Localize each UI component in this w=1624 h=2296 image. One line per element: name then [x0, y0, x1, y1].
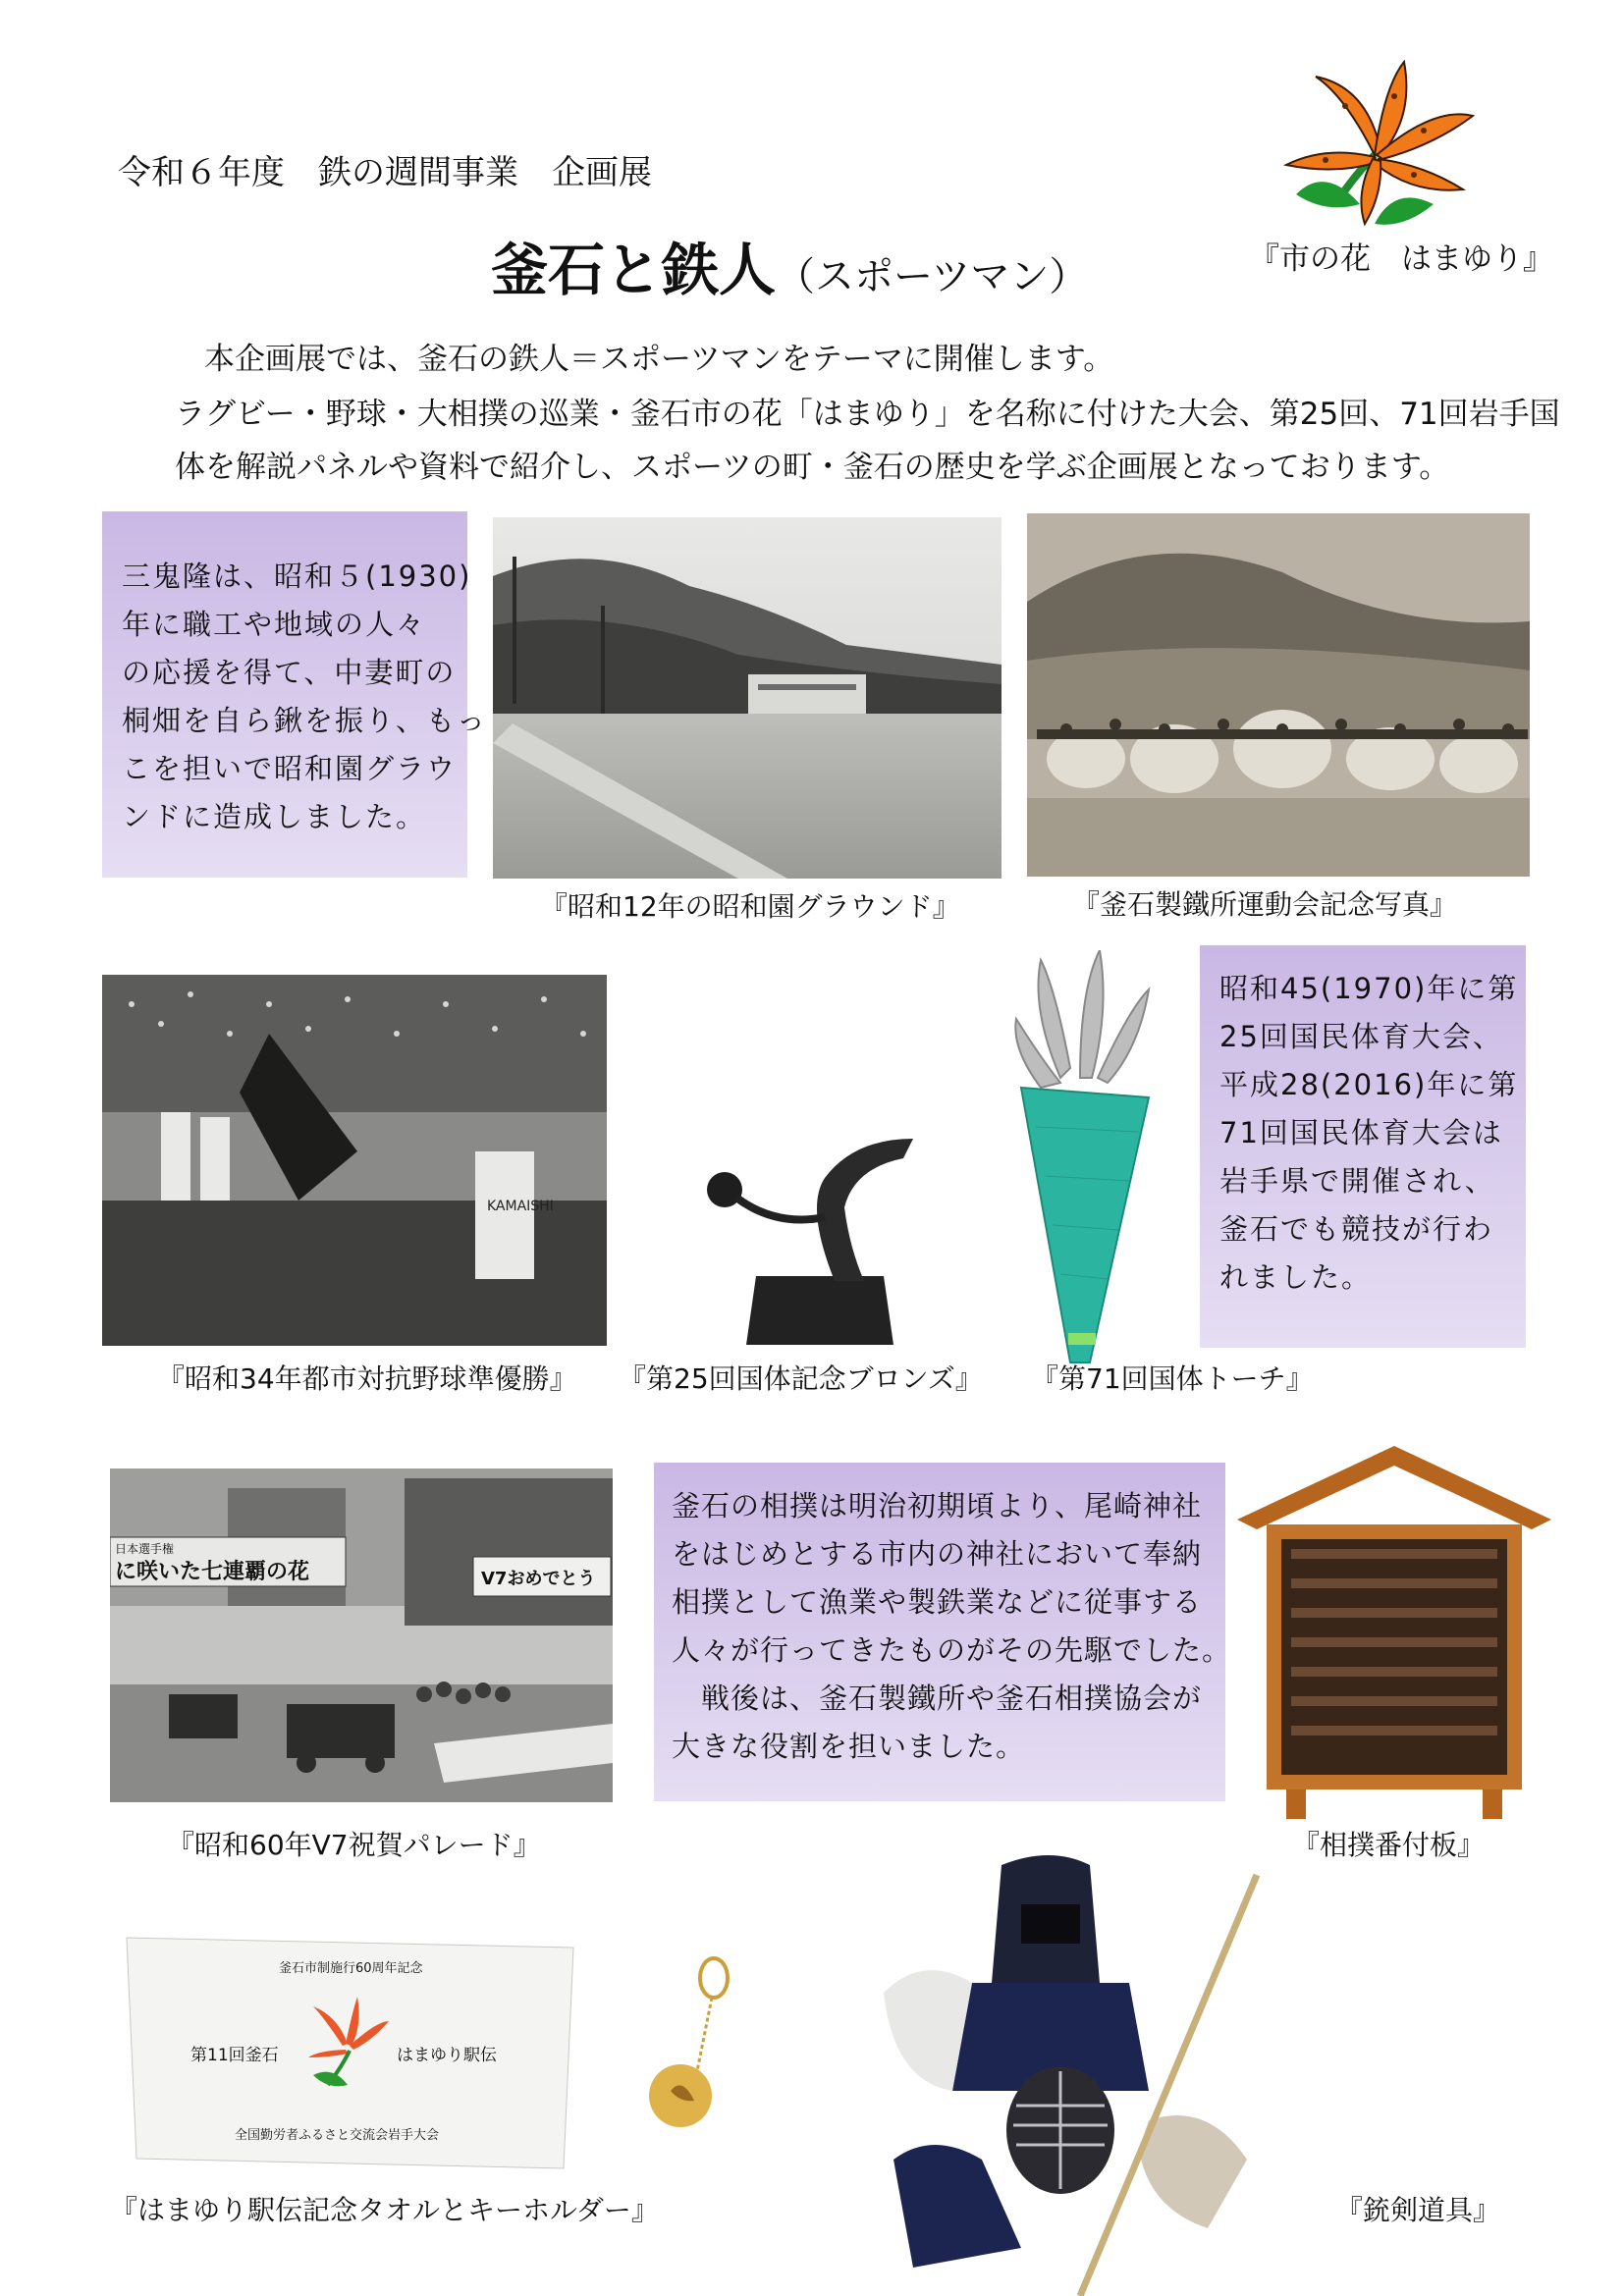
- towel-left-text: 第11回釜石: [190, 2046, 279, 2065]
- photo-bronze-statue: [687, 1119, 913, 1345]
- photo-parade: [110, 1468, 613, 1802]
- info-box-sumo: [654, 1463, 1232, 1801]
- city-flower-caption: 『市の花 はまゆり』: [1249, 241, 1553, 277]
- box2-line: 昭和45(1970)年に第: [1219, 972, 1519, 1005]
- baseball-jersey-text: KAMAISHI: [487, 1199, 554, 1214]
- parade-banner-2: に咲いた七連覇の花: [115, 1560, 310, 1584]
- caption-sports-day: 『釜石製鐵所運動会記念写真』: [1072, 888, 1458, 921]
- title-main: 釜石と鉄人: [491, 237, 777, 303]
- towel-top-text: 釜石市制施行60周年記念: [279, 1961, 423, 1976]
- caption-torch: 『第71回国体トーチ』: [1031, 1362, 1314, 1395]
- box2-line: 平成28(2016)年に第: [1219, 1068, 1519, 1101]
- towel-bottom-text: 全国勤労者ふるさと交流会岩手大会: [235, 2128, 440, 2143]
- photo-keyholder: [643, 1953, 751, 2150]
- towel-right-text: はまゆり駅伝: [397, 2046, 497, 2065]
- box1-line: 年に職工や地域の人々: [122, 608, 427, 641]
- box3-line: 戦後は、釜石製鐵所や釜石相撲協会が: [672, 1682, 1203, 1715]
- caption-parade: 『昭和60年V7祝賀パレード』: [167, 1829, 541, 1861]
- box1-line: 三鬼隆は、昭和５(1930): [122, 560, 472, 593]
- title-paren: （スポーツマン）: [776, 254, 1089, 299]
- photo-sumo-board: [1227, 1441, 1561, 1824]
- caption-towel-keyholder: 『はまゆり駅伝記念タオルとキーホルダー』: [110, 2194, 659, 2226]
- page-title: [491, 224, 1088, 306]
- caption-sumo-board: 『相撲番付板』: [1292, 1829, 1486, 1861]
- info-box-ground: [102, 511, 488, 878]
- box2-line: 71回国民体育大会は: [1219, 1116, 1503, 1149]
- photo-sports-day: [1027, 513, 1530, 877]
- box1-line: の応援を得て、中妻町の: [122, 656, 457, 689]
- caption-bronze: 『第25回国体記念ブロンズ』: [619, 1362, 983, 1395]
- parade-banner-1: 日本選手権: [115, 1542, 175, 1556]
- photo-torch: [982, 950, 1178, 1392]
- box2-line: 岩手県で開催され、: [1219, 1164, 1495, 1198]
- box2-line: れました。: [1219, 1260, 1373, 1294]
- box2-line: 釜石でも競技が行わ: [1219, 1212, 1494, 1246]
- box3-line: をはじめとする市内の神社において奉納: [672, 1537, 1203, 1571]
- exhibition-subtitle: 令和６年度 鉄の週間事業 企画展: [118, 153, 652, 192]
- intro-line-1: 本企画展では、釜石の鉄人＝スポーツマンをテーマに開催します。: [204, 342, 1114, 377]
- box1-line: ンドに造成しました。: [122, 800, 427, 833]
- caption-kendo: 『銃剣道具』: [1335, 2194, 1501, 2226]
- intro-line-3: 体を解説パネルや資料で紹介し、スポーツの町・釜石の歴史を学ぶ企画展となっております。: [175, 450, 1450, 485]
- caption-ground: 『昭和12年の昭和園グラウンド』: [540, 890, 960, 923]
- caption-baseball: 『昭和34年都市対抗野球準優勝』: [157, 1362, 577, 1395]
- box1-line: 桐畑を自ら鍬を振り、もっ: [122, 704, 488, 737]
- photo-kendo-gear: [854, 1836, 1267, 2296]
- city-flower-illustration: [1267, 57, 1483, 243]
- photo-baseball: [102, 975, 607, 1346]
- box1-line: こを担いで昭和園グラウ: [122, 752, 458, 785]
- photo-showaen-ground: [493, 517, 1001, 879]
- intro-line-2: ラグビー・野球・大相撲の巡業・釜石市の花「はまゆり」を名称に付けた大会、第25回、71回岩手国: [175, 397, 1560, 432]
- box3-line: 相撲として漁業や製鉄業などに従事する: [672, 1585, 1203, 1619]
- photo-towel: [122, 1928, 579, 2173]
- box2-line: 25回国民体育大会、: [1219, 1020, 1503, 1053]
- box3-line: 釜石の相撲は明治初期頃より、尾崎神社: [672, 1489, 1203, 1522]
- box3-line: 人々が行ってきたものがその先駆でした。: [672, 1633, 1232, 1667]
- info-box-kokutai: [1200, 945, 1526, 1348]
- parade-banner-3: V7おめでとう: [481, 1569, 596, 1589]
- box3-line: 大きな役割を担いました。: [672, 1730, 1026, 1763]
